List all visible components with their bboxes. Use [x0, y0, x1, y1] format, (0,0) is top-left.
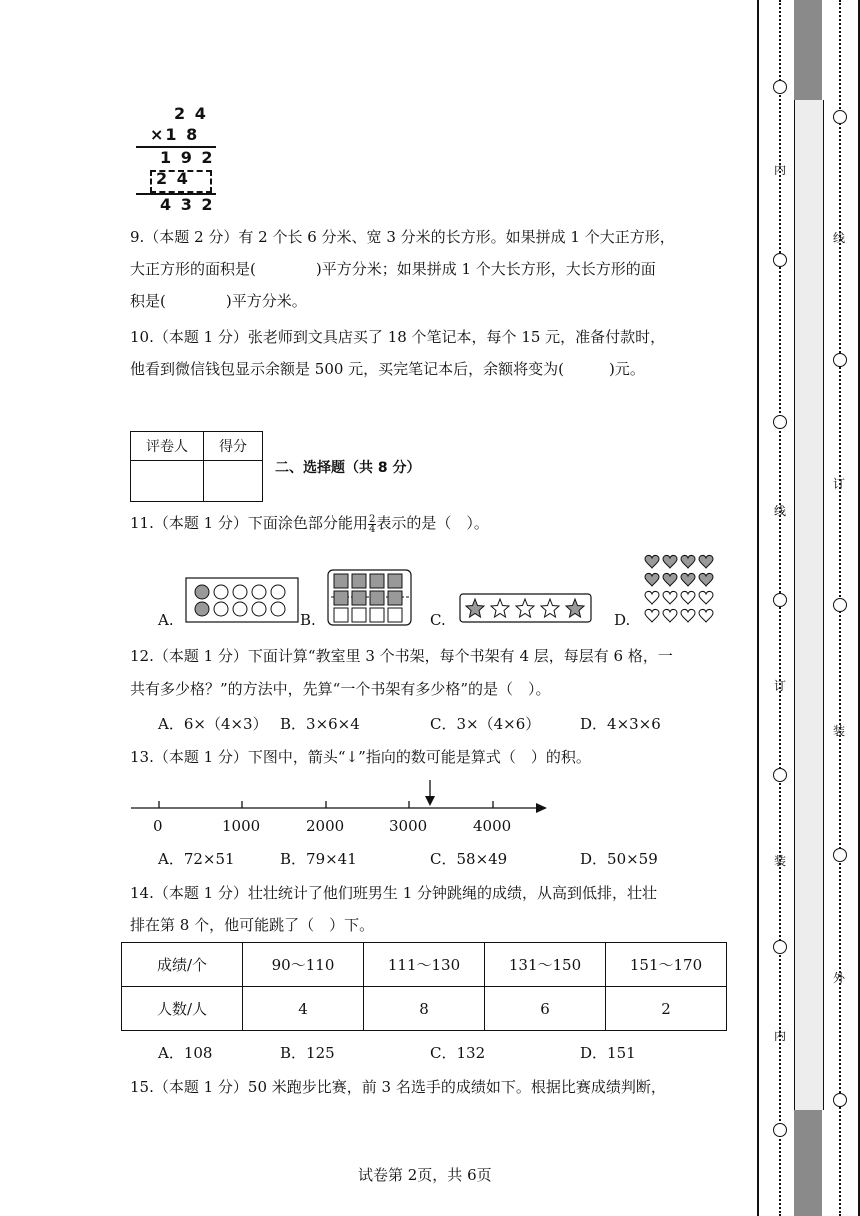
row-cell: 8 — [364, 987, 485, 1031]
header-cell: 131～150 — [485, 943, 606, 987]
header-cell: 151～170 — [606, 943, 727, 987]
q9-line1: 9.（本题 2 分）有 2 个长 6 分米、宽 3 分米的长方形。如果拼成 1 个大正方形， — [130, 228, 675, 246]
middle-band — [794, 100, 824, 1110]
binding-label: 线 — [833, 231, 846, 245]
tick-label-0: 0 — [153, 817, 163, 835]
q11-option-c-label: C. — [430, 611, 446, 629]
q11-question — [130, 513, 489, 534]
binding-label: 内 — [774, 163, 787, 177]
tick-label-3000: 3000 — [389, 817, 428, 835]
page-footer: 试卷第 2页，共 6页 — [358, 1166, 492, 1184]
grade-box — [130, 431, 263, 502]
score-cell — [204, 461, 263, 502]
binding-hole-icon — [833, 110, 847, 124]
binding-label: 订 — [833, 477, 846, 491]
binding-hole-icon — [833, 1093, 847, 1107]
q14-option-d: D．151 — [580, 1044, 636, 1062]
q13-option-d: D．50×59 — [580, 850, 658, 868]
partial-product-1: 1 9 2 — [160, 148, 215, 167]
multiplier: ×1 8 — [150, 125, 200, 144]
strip-border — [757, 0, 759, 1216]
binding-label: 外 — [833, 971, 846, 985]
q10-line2: 他看到微信钱包显示余额是 500 元，买完笔记本后，余额将变为( )元。 — [130, 360, 645, 378]
binding-hole-icon — [773, 1123, 787, 1137]
header-cell: 111～130 — [364, 943, 485, 987]
tick-label-1000: 1000 — [222, 817, 261, 835]
binding-hole-icon — [833, 848, 847, 862]
binding-hole-icon — [773, 940, 787, 954]
q10-line1: 10.（本题 1 分）张老师到文具店买了 18 个笔记本，每个 15 元，准备付款时， — [130, 328, 666, 346]
row-cell: 2 — [606, 987, 727, 1031]
row-cell: 6 — [485, 987, 606, 1031]
q11-option-c-stars — [459, 593, 593, 625]
q12-option-a: A．6×（4×3） — [158, 715, 268, 733]
vertical-multiplication — [130, 104, 220, 216]
binding-hole-icon — [773, 80, 787, 94]
gray-band — [794, 1110, 822, 1216]
q14-option-a: A．108 — [158, 1044, 213, 1062]
q12-line1: 12.（本题 1 分）下面计算“教室里 3 个书架，每个书架有 4 层，每层有 6 格，一 — [130, 647, 673, 665]
binding-label: 内 — [774, 1029, 787, 1043]
q14-line2: 排在第 8 个，他可能跳了（ ）下。 — [130, 916, 375, 934]
q11-option-d-hearts — [642, 553, 718, 627]
q11-option-d-label: D. — [614, 611, 631, 629]
arrow-down-icon — [425, 796, 435, 806]
q14-line1: 14.（本题 1 分）壮壮统计了他们班男生 1 分钟跳绳的成绩，从高到低排，壮壮 — [130, 884, 658, 902]
q13-option-a: A．72×51 — [158, 850, 235, 868]
strip-border — [858, 0, 860, 1216]
binding-label: 线 — [774, 504, 787, 518]
binding-label: 订 — [774, 679, 787, 693]
number-line — [125, 778, 555, 820]
q14-option-c: C．132 — [430, 1044, 486, 1062]
binding-hole-icon — [833, 598, 847, 612]
reviewer-cell — [131, 461, 204, 502]
q13-option-c: C．58×49 — [430, 850, 508, 868]
q12-option-c: C．3×（4×6） — [430, 715, 541, 733]
q12-option-b: B．3×6×4 — [280, 715, 360, 733]
binding-label: 装 — [774, 854, 787, 868]
binding-hole-icon — [833, 353, 847, 367]
q12-option-d: D．4×3×6 — [580, 715, 661, 733]
binding-hole-icon — [773, 768, 787, 782]
q15-line1: 15.（本题 1 分）50 米跑步比赛，前 3 名选手的成绩如下。根据比赛成绩判断， — [130, 1078, 666, 1096]
multiplicand: 2 4 — [174, 104, 208, 123]
tick-label-2000: 2000 — [306, 817, 345, 835]
score-label: 得分 — [204, 432, 263, 461]
tick-label-4000: 4000 — [473, 817, 512, 835]
row-cell: 4 — [243, 987, 364, 1031]
q11-option-a-label: A. — [158, 611, 174, 629]
binding-strip — [757, 0, 860, 1216]
q12-line2: 共有多少格？”的方法中，先算“一个书架有多少格”的是（ ）。 — [130, 680, 551, 698]
q11-option-b-squares — [327, 569, 413, 627]
q9-line2: 大正方形的面积是( )平方分米；如果拼成 1 个大长方形，大长方形的面 — [130, 260, 656, 278]
jump-rope-table — [121, 942, 727, 1031]
q9-line3: 积是( )平方分米。 — [130, 292, 307, 310]
gray-band — [794, 0, 822, 100]
product: 4 3 2 — [160, 195, 215, 214]
row-cell: 人数/人 — [122, 987, 243, 1031]
q11-prefix: 11.（本题 1 分）下面涂色部分能用 — [130, 514, 368, 532]
fraction: $\frac{2}{4}$ — [368, 513, 376, 535]
partial-product-2: 2 4 — [156, 169, 190, 188]
q13-line1: 13.（本题 1 分）下图中，箭头“↓”指向的数可能是算式（ ）的积。 — [130, 748, 591, 766]
q11-option-b-label: B. — [300, 611, 316, 629]
binding-label: 装 — [833, 724, 846, 738]
q11-option-a-circles — [185, 577, 300, 625]
q11-suffix: 表示的是（ ）。 — [376, 514, 489, 532]
reviewer-label: 评卷人 — [131, 432, 204, 461]
section-title: 二、选择题（共 8 分） — [275, 460, 421, 476]
binding-hole-icon — [773, 593, 787, 607]
binding-hole-icon — [773, 253, 787, 267]
q13-option-b: B．79×41 — [280, 850, 357, 868]
binding-hole-icon — [773, 415, 787, 429]
header-cell: 90～110 — [243, 943, 364, 987]
header-cell: 成绩/个 — [122, 943, 243, 987]
q14-option-b: B．125 — [280, 1044, 335, 1062]
